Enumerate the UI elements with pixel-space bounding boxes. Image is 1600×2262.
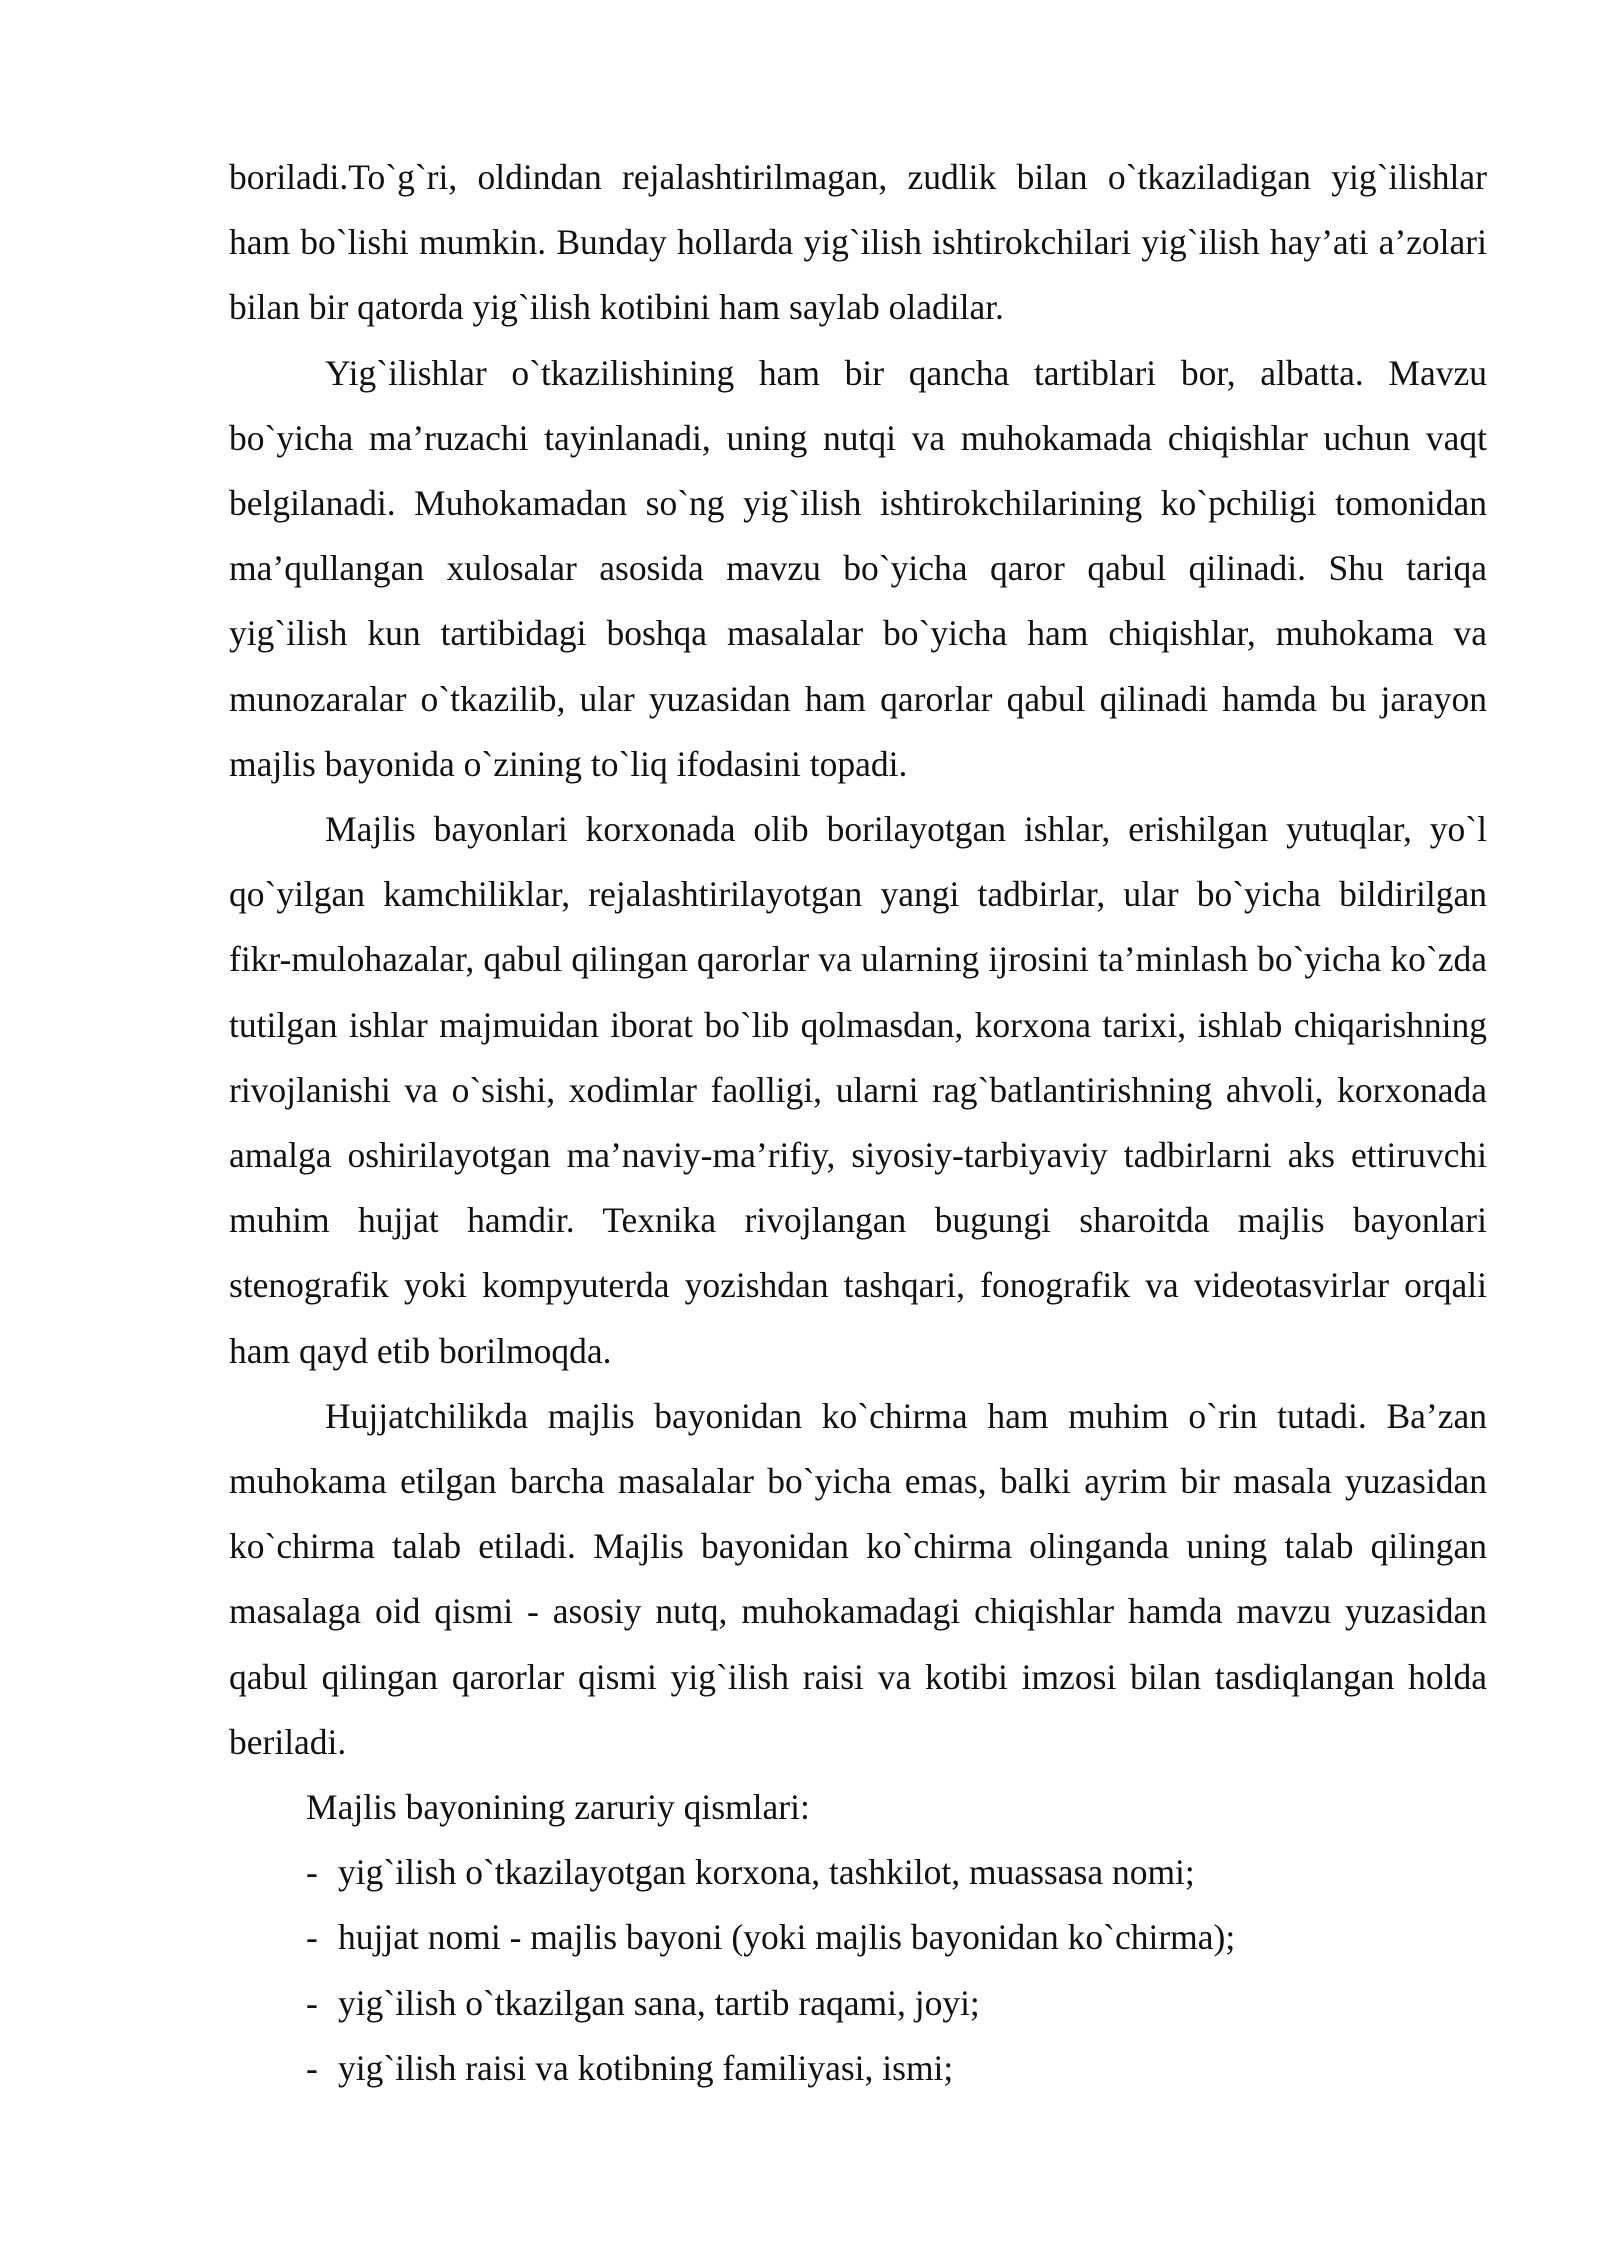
list-item-text: yig`ilish o`tkazilayotgan korxona, tashkilot, muassasa nomi; [338,1852,1195,1893]
list-item [229,1840,1487,1905]
list-item-text: yig`ilish o`tkazilgan sana, tartib raqami, joyi; [338,1982,980,2023]
list-item [229,1971,1487,2036]
list-item [229,2036,1487,2101]
paragraph-1: boriladi.To`g`ri, oldindan rejalashtirilmagan, zudlik bilan o`tkaziladigan yig`ilishlar ham bo`lishi mumkin. Bunday hollarda yig`ilish ishtirokchilari yig`ilish hay’ati a’zolari bilan bir qatorda yig`ilish kotibini ham saylab oladilar. [229,157,1487,328]
paragraph-2: Yig`ilishlar o`tkazilishining ham bir qancha tartiblari bor, albatta. Mavzu bo`yicha ma’ruzachi tayinlanadi, uning nutqi va muhokamada chiqishlar uchun vaqt belgilanadi. Muhokamadan so`ng yig`ilish ishtirokchilarining ko`pchiligi tomonidan ma’qullangan xulosalar asosida mavzu bo`yicha qaror qabul qilinadi. Shu tariqa yig`ilish kun tartibidagi boshqa masalalar bo`yicha ham chiqishlar, muhokama va munozaralar o`tkazilib, ular yuzasidan ham qarorlar qabul qilinadi hamda bu jarayon majlis bayonida o`zining to`liq ifodasini topadi. [229,352,1487,784]
paragraph-3: Majlis bayonlari korxonada olib borilayotgan ishlar, erishilgan yutuqlar, yo`l qo`yilgan kamchiliklar, rejalashtirilayotgan yangi tadbirlar, ular bo`yicha bildirilgan fikr-mulohazalar, qabul qilingan qarorlar va ularning ijrosini ta’minlash bo`yicha ko`zda tutilgan ishlar majmuidan iborat bo`lib qolmasdan, korxona tarixi, ishlab chiqarishning rivojlanishi va o`sishi, xodimlar faolligi, ularni rag`batlantirishning ahvoli, korxonada amalga oshirilayotgan ma’naviy-ma’rifiy, siyosiy-tarbiyaviy tadbirlarni aks ettiruvchi muhim hujjat hamdir. Texnika rivojlangan bugungi sharoitda majlis bayonlari stenografik yoki kompyuterda yozishdan tashqari, fonografik va videotasvirlar orqali ham qayd etib borilmoqda. [229,809,1487,1371]
document-body [229,145,1487,2101]
list-heading: Majlis bayonining zaruriy qismlari: [306,1787,810,1828]
list-item-text: hujjat nomi - majlis bayoni (yoki majlis bayonidan ko`chirma); [338,1917,1236,1958]
list-dash: - [306,1917,318,1958]
list-item-text: yig`ilish raisi va kotibning familiyasi, ismi; [338,2047,954,2088]
list-dash: - [306,2047,318,2088]
list-item [229,1905,1487,1970]
list-dash: - [306,1982,318,2023]
paragraph-4: Hujjatchilikda majlis bayonidan ko`chirma ham muhim o`rin tutadi. Ba’zan muhokama etilgan barcha masalalar bo`yicha emas, balki ayrim bir masala yuzasidan ko`chirma talab etiladi. Majlis bayonidan ko`chirma olinganda uning talab qilingan masalaga oid qismi - asosiy nutq, muhokamadagi chiqishlar hamda mavzu yuzasidan qabul qilingan qarorlar qismi yig`ilish raisi va kotibi imzosi bilan tasdiqlangan holda beriladi. [229,1395,1487,1762]
list-dash: - [306,1852,318,1893]
required-parts-list [229,1840,1487,2101]
